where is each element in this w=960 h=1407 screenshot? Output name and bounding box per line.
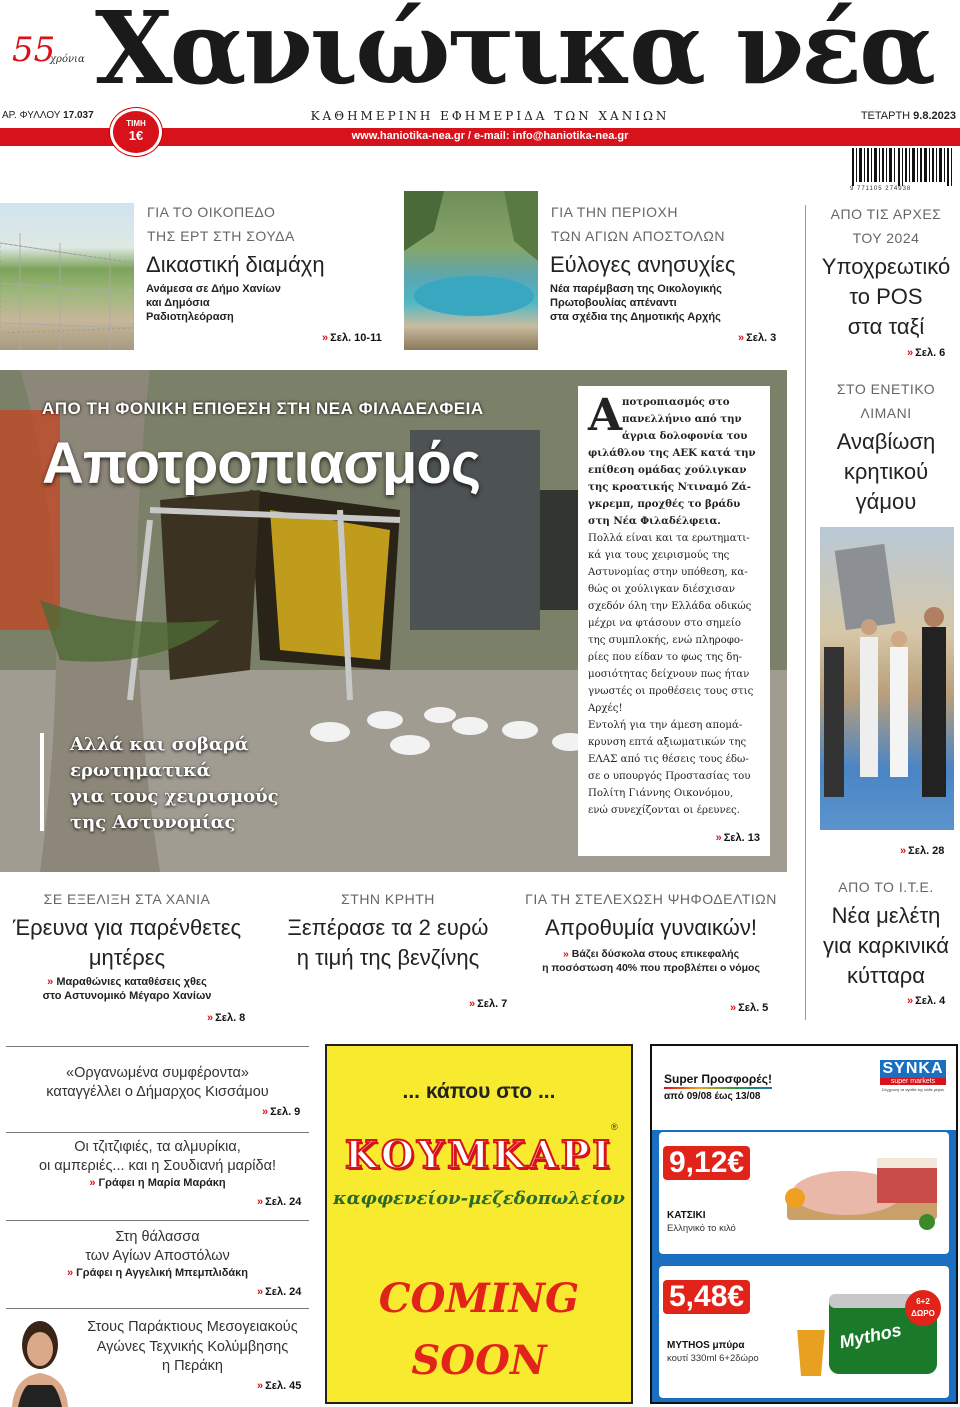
double-chevron-icon: » — [262, 1106, 269, 1118]
synka-logo-sub: super markets — [880, 1078, 946, 1085]
double-chevron-icon: » — [738, 332, 745, 344]
double-chevron-icon: » — [257, 1380, 264, 1392]
double-chevron-icon: » — [257, 1196, 264, 1208]
anniversary-logo — [12, 30, 92, 86]
koumkari-brand-text: ΚΟΥΜΚΑΡΙ — [344, 1132, 614, 1177]
koumkari-registered: ® — [611, 1122, 618, 1132]
mid-story-1-page: Σελ. 8 — [215, 1012, 246, 1024]
sidebar-story-3-headline-line2: για καρκινικά — [823, 933, 949, 958]
list-item[interactable] — [6, 1064, 309, 1102]
mid-story-3-page: Σελ. 5 — [738, 1002, 769, 1014]
list-item-page: Σελ. 45 — [265, 1380, 302, 1392]
top-story-2-page: Σελ. 3 — [746, 332, 777, 344]
lead-bold-line: στη Νέα Φιλαδέλφεια. — [588, 515, 721, 527]
offer-1-desc: Ελληνικό το κιλό — [667, 1223, 736, 1234]
top-story-2-pageref[interactable] — [738, 332, 776, 344]
list-item[interactable] — [0, 1138, 315, 1190]
double-chevron-icon: » — [207, 1012, 214, 1024]
mid-story-2[interactable] — [262, 887, 514, 973]
sidebar-story-1-page: Σελ. 6 — [915, 347, 946, 359]
offer-2-badge: 6+2 ΔΩΡΟ — [905, 1290, 941, 1326]
mid-story-2-page: Σελ. 7 — [477, 998, 508, 1010]
top-story-1-kicker — [147, 200, 295, 248]
lead-bold-line: της κροατικής Ντιναμό Ζά- — [588, 481, 751, 493]
price-value: 1€ — [128, 128, 144, 143]
list-item[interactable] — [76, 1318, 309, 1377]
double-chevron-icon: » — [562, 948, 572, 960]
barcode — [850, 148, 954, 194]
lead-pageref[interactable] — [716, 832, 760, 844]
synka-offer-1[interactable] — [659, 1132, 949, 1254]
mid-story-3-kicker: ΓΙΑ ΤΗ ΣΤΕΛΕΧΩΣΗ ΨΗΦΟΔΕΛΤΙΩΝ — [525, 891, 777, 907]
synka-dates: από 09/08 έως 13/08 — [664, 1091, 761, 1102]
day-label: ΤΕΤΑΡΤΗ — [860, 110, 911, 122]
tagline: ΚΑΘΗΜΕΡΙΝΗ ΕΦΗΜΕΡΙΔΑ ΤΩΝ ΧΑΝΙΩΝ — [310, 109, 670, 123]
coming-soon — [327, 1268, 631, 1392]
mid-story-1-kicker: ΣΕ ΕΞΕΛΙΞΗ ΣΤΑ ΧΑΝΙΑ — [43, 891, 211, 907]
double-chevron-icon: » — [66, 1267, 77, 1279]
barcode-graphic — [850, 148, 954, 186]
sidebar-story-1[interactable] — [812, 202, 960, 342]
list-item-byline-text: Γράφει η Μαρία Μαράκη — [98, 1177, 226, 1189]
sidebar-story-2-headline-line1: Αναβίωση — [836, 429, 936, 454]
mid-story-2-headline-line2: η τιμή της βενζίνης — [296, 945, 480, 970]
lead-body-line: κρυνση επτά αξιωματικών της — [588, 737, 747, 748]
sidebar-story-3[interactable] — [812, 875, 960, 991]
lead-body-line: κά για τους χειρισμούς της — [588, 550, 730, 561]
anniversary-number: 55 — [12, 30, 56, 70]
list-item-page: Σελ. 9 — [270, 1106, 301, 1118]
list-item-byline — [6, 1266, 309, 1280]
mid-story-1-sub-line1: Μαραθώνιες καταθέσεις χθες — [56, 976, 207, 988]
koumkari-subtitle: καφφενείον-μεζεδοπωλείον — [333, 1188, 625, 1209]
list-divider — [6, 1046, 309, 1047]
issue-number: 17.037 — [63, 110, 94, 121]
contact-line: www.haniotika-nea.gr / e-mail: info@haniotika-nea.gr — [351, 130, 629, 142]
top-story-2-sub — [550, 282, 722, 324]
synka-header — [652, 1046, 956, 1130]
list-item-pageref[interactable] — [257, 1196, 301, 1208]
top-story-1-sub-line1: Ανάμεσα σε Δήμο Χανίων — [146, 283, 281, 295]
sidebar-story-2[interactable] — [812, 377, 960, 517]
sidebar-story-2-photo[interactable] — [820, 527, 954, 830]
mid-story-1[interactable] — [0, 887, 254, 1003]
lead-bold-line: άγρια δολοφονία του — [622, 430, 748, 442]
list-item-pageref[interactable] — [257, 1286, 301, 1298]
fence-graphic — [0, 203, 134, 350]
issue-date — [861, 110, 956, 122]
lead-page: Σελ. 13 — [723, 832, 760, 844]
lead-bold-line: ποτροπιασμός στο — [622, 396, 730, 408]
list-item-byline-text: Γράφει η Αγγελική Μπεμπλιδάκη — [76, 1267, 249, 1279]
sidebar-divider — [805, 205, 806, 1020]
sidebar-story-2-pageref[interactable] — [900, 845, 944, 857]
top-story-1-sub-line2: και Δημόσια — [146, 297, 210, 309]
lead-body-line: σχεδόν όλη την Ελλάδα οδικώς — [588, 601, 752, 612]
lead-body-line: Αρχές! — [588, 703, 623, 714]
synka-logo — [880, 1060, 946, 1093]
lead-headline[interactable]: Αποτροπιασμός — [42, 431, 481, 496]
lead-text-box — [578, 386, 770, 856]
lead-body — [588, 530, 760, 819]
double-chevron-icon: » — [322, 332, 329, 344]
mid-story-2-pageref[interactable] — [469, 998, 507, 1010]
bay-graphic — [404, 191, 538, 350]
top-story-1-headline[interactable]: Δικαστική διαμάχη — [146, 252, 325, 277]
barcode-number: 9 771105 274938 — [850, 186, 912, 192]
mid-story-2-headline-line1: Ξεπέρασε τα 2 ευρώ — [287, 915, 489, 940]
lead-body-line: Εντολή για την άμεση απομά- — [588, 720, 743, 731]
synka-offer-2[interactable] — [659, 1266, 949, 1398]
mid-story-1-sub — [0, 975, 254, 1003]
list-item-page: Σελ. 24 — [265, 1286, 302, 1298]
list-item-line2: Αγώνες Τεχνικής Κολύμβησης — [96, 1338, 289, 1355]
mid-story-1-sub-line2: στο Αστυνομικό Μέγαρο Χανίων — [42, 990, 212, 1002]
offer-2-name: MYTHOS μπύρα — [667, 1340, 745, 1351]
sidebar-story-1-pageref[interactable] — [907, 347, 945, 359]
lead-kicker: ΑΠΟ ΤΗ ΦΟΝΙΚΗ ΕΠΙΘΕΣΗ ΣΤΗ ΝΕΑ ΦΙΛΑΔΕΛΦΕΙΑ — [42, 399, 484, 418]
mid-story-3-sub — [520, 947, 782, 975]
price-label: ΤΙΜΗ — [126, 119, 146, 128]
list-item-line2: οι αμπεριές... και η Σουδιανή μαρίδα! — [38, 1158, 277, 1174]
top-story-2-sub-line2: Πρωτοβουλίας απέναντι — [550, 297, 677, 309]
top-story-2-sub-line1: Νέα παρέμβαση της Οικολογικής — [550, 283, 722, 295]
list-divider — [6, 1308, 309, 1309]
synka-logo-tag: Σύγχρονη τα αγαθά της κάθε μέρας — [881, 1087, 945, 1092]
list-item-line1: Στους Παράκτιους Μεσογειακούς — [87, 1319, 298, 1335]
sidebar-story-2-headline-line3: γάμου — [855, 489, 917, 514]
lead-bold-line: φιλάθλου της ΑΕΚ κατά την — [588, 447, 756, 459]
list-item-line2: των Αγίων Αποστόλων — [85, 1248, 230, 1264]
sidebar-story-1-headline-line3: στα ταξί — [847, 314, 925, 339]
sidebar-story-3-headline-line1: Νέα μελέτη — [831, 903, 941, 928]
sidebar-story-2-kicker-line2: ΛΙΜΑΝΙ — [860, 405, 912, 421]
lamb-meat-graphic — [777, 1138, 947, 1248]
top-story-2-kicker-line2: ΤΩΝ ΑΓΙΩΝ ΑΠΟΣΤΟΛΩΝ — [551, 228, 725, 244]
list-item-line2: καταγγέλλει ο Δήμαρχος Κισσάμου — [46, 1084, 269, 1100]
sidebar-story-2-kicker-line1: ΣΤΟ ΕΝΕΤΙΚΟ — [836, 381, 936, 397]
lead-body-line: θώς οι χούλιγκαν διέσχισαν — [588, 584, 736, 595]
lead-body-line: Αστυνομίας στην υπόθεση, κα- — [588, 567, 748, 578]
mid-story-3-pageref[interactable] — [730, 1002, 768, 1014]
offer-2-can-brand: Mythos — [837, 1319, 904, 1353]
koumkari-brand — [337, 1132, 621, 1177]
double-chevron-icon: » — [730, 1002, 737, 1014]
sidebar-story-1-kicker-line2: ΤΟΥ 2024 — [852, 230, 920, 246]
double-chevron-icon: » — [900, 845, 907, 857]
sidebar-story-2-page: Σελ. 28 — [908, 845, 945, 857]
lead-body-line: μέχρι να φτάσουν στο σημείο — [588, 618, 742, 629]
double-chevron-icon: » — [907, 347, 914, 359]
lead-dropcap: Α — [588, 390, 623, 441]
sidebar-story-3-pageref[interactable] — [907, 995, 945, 1007]
lead-body-line: σε ο υπουργός Προστασίας του — [588, 771, 751, 782]
soon-text: SOON — [411, 1337, 547, 1384]
top-story-1-page: Σελ. 10-11 — [330, 332, 382, 344]
list-divider — [6, 1220, 309, 1221]
list-divider — [6, 1132, 309, 1133]
lead-body-line: ΕΛΑΣ από τις θέσεις τους έδω- — [588, 754, 749, 765]
sidebar-story-3-kicker: ΑΠΟ ΤΟ Ι.Τ.Ε. — [838, 879, 934, 895]
lead-bold-line: πανελλήνιο από την — [622, 413, 742, 425]
mid-story-3-sub-line2: η ποσόστωση 40% που προβλέπει ο νόμος — [542, 962, 760, 974]
lead-bold-line: γκρεμπ, προχθές το βράδυ — [588, 498, 741, 510]
double-chevron-icon: » — [257, 1286, 264, 1298]
top-story-2-kicker — [551, 200, 725, 248]
list-item-pageref[interactable] — [262, 1106, 300, 1118]
date-value: 9.8.2023 — [913, 110, 956, 122]
offer-1-name: ΚΑΤΣΙΚΙ — [667, 1210, 706, 1221]
synka-ad[interactable] — [650, 1044, 958, 1404]
issue-label: ΑΡ. ΦΥΛΛΟΥ — [2, 110, 61, 121]
mid-story-2-kicker: ΣΤΗΝ ΚΡΗΤΗ — [341, 891, 435, 907]
lead-subhead — [70, 732, 279, 836]
lead-subhead-line1: Αλλά και σοβαρά — [70, 734, 249, 755]
list-item-pageref[interactable] — [257, 1380, 301, 1392]
price-badge — [110, 108, 162, 156]
top-story-2-sub-line3: στα σχέδια της Δημοτικής Αρχής — [550, 311, 721, 323]
lead-body-line: ρίες που είδαν το φως της δη- — [588, 652, 742, 663]
list-item-line1: Στη θάλασσα — [115, 1229, 200, 1245]
list-item[interactable] — [6, 1228, 309, 1280]
coming-text: COMING — [378, 1275, 580, 1322]
synka-title-underline — [664, 1087, 772, 1089]
top-story-2-headline[interactable]: Εύλογες ανησυχίες — [550, 252, 736, 277]
issue-info — [2, 110, 94, 121]
swimmer-portrait[interactable] — [4, 1311, 76, 1407]
sidebar-story-2-headline-line2: κρητικού — [843, 459, 929, 484]
newspaper-title: Χανιώτικα νέα — [95, 0, 934, 107]
lead-body-line: Πολλά είναι και τα ερωτηματι- — [588, 533, 750, 544]
offer-1-price: 9,12€ — [663, 1146, 750, 1180]
lead-subhead-line2: ερωτηματικά — [70, 760, 211, 781]
mid-story-3[interactable] — [520, 887, 782, 975]
double-chevron-icon: » — [907, 995, 914, 1007]
top-story-2-photo[interactable] — [404, 191, 538, 350]
lead-subhead-line4: της Αστυνομίας — [70, 812, 236, 833]
lead-body-line: ενώ συνεχίζονται οι έρευνες. — [588, 805, 740, 816]
sidebar-story-1-headline-line2: το POS — [849, 284, 923, 309]
lead-body-line: της συμπλοκής, ενώ πληροφο- — [588, 635, 744, 646]
sidebar-story-1-kicker-line1: ΑΠΟ ΤΙΣ ΑΡΧΕΣ — [830, 206, 942, 222]
top-story-2-kicker-line1: ΓΙΑ ΤΗΝ ΠΕΡΙΟΧΗ — [551, 204, 678, 220]
top-story-1-kicker-line2: ΤΗΣ ΕΡΤ ΣΤΗ ΣΟΥΔΑ — [147, 228, 295, 244]
top-story-1-pageref[interactable] — [322, 332, 382, 344]
sidebar-story-1-headline-line1: Υποχρεωτικό — [821, 254, 951, 279]
sidebar-story-3-headline-line3: κύτταρα — [846, 963, 926, 988]
lead-accent-bar — [40, 733, 44, 831]
mid-story-1-headline-line2: μητέρες — [88, 945, 166, 970]
offer-2-price: 5,48€ — [663, 1280, 750, 1314]
offer-2-desc: κουτί 330ml 6+2δώρο — [667, 1353, 759, 1364]
lead-body-line: γνωστές οι προθέσεις τους στις — [588, 686, 754, 697]
list-item-line1: «Οργανωμένα συμφέροντα» — [66, 1065, 249, 1081]
double-chevron-icon: » — [469, 998, 476, 1010]
synka-logo-text: SYNKA — [880, 1060, 946, 1078]
list-item-byline — [0, 1176, 315, 1190]
sidebar-story-3-page: Σελ. 4 — [915, 995, 946, 1007]
mid-story-3-headline: Απροθυμία γυναικών! — [545, 915, 757, 940]
wedding-graphic — [820, 527, 954, 830]
list-item-page: Σελ. 24 — [265, 1196, 302, 1208]
synka-title: Super Προσφορές! — [664, 1072, 772, 1086]
top-story-1-kicker-line1: ΓΙΑ ΤΟ ΟΙΚΟΠΕΔΟ — [147, 204, 276, 220]
lead-body-line: μοσιότητας δείχνουν πως ήταν — [588, 669, 750, 680]
top-story-1-sub — [146, 282, 281, 324]
mid-story-3-sub-line1: Βάζει δύσκολα στους επικεφαλής — [571, 948, 740, 960]
lead-subhead-line3: για τους χειρισμούς — [70, 786, 279, 807]
mid-story-1-pageref[interactable] — [207, 1012, 245, 1024]
koumkari-ad[interactable] — [325, 1044, 633, 1404]
lead-body-line: Πολίτη Γιάννης Οικονόμου, — [588, 788, 734, 799]
portrait-graphic — [4, 1311, 76, 1407]
lead-bold-line: επίθεση ομάδας χούλιγκαν — [588, 464, 747, 476]
top-story-1-photo[interactable] — [0, 203, 134, 350]
top-story-1-sub-line3: Ραδιοτηλεόραση — [146, 311, 234, 323]
list-item-line1: Οι τζιτζιφιές, τα αλμυρίκια, — [74, 1139, 241, 1155]
double-chevron-icon: » — [715, 832, 722, 844]
anniversary-word: χρόνια — [50, 54, 85, 65]
double-chevron-icon: » — [47, 976, 57, 988]
list-item-line3: η Περάκη — [162, 1358, 223, 1374]
double-chevron-icon: » — [89, 1177, 99, 1189]
mid-story-1-headline-line1: Έρευνα για παρένθετες — [12, 915, 242, 940]
koumkari-top-text: ... κάπου στο ... — [402, 1080, 556, 1103]
